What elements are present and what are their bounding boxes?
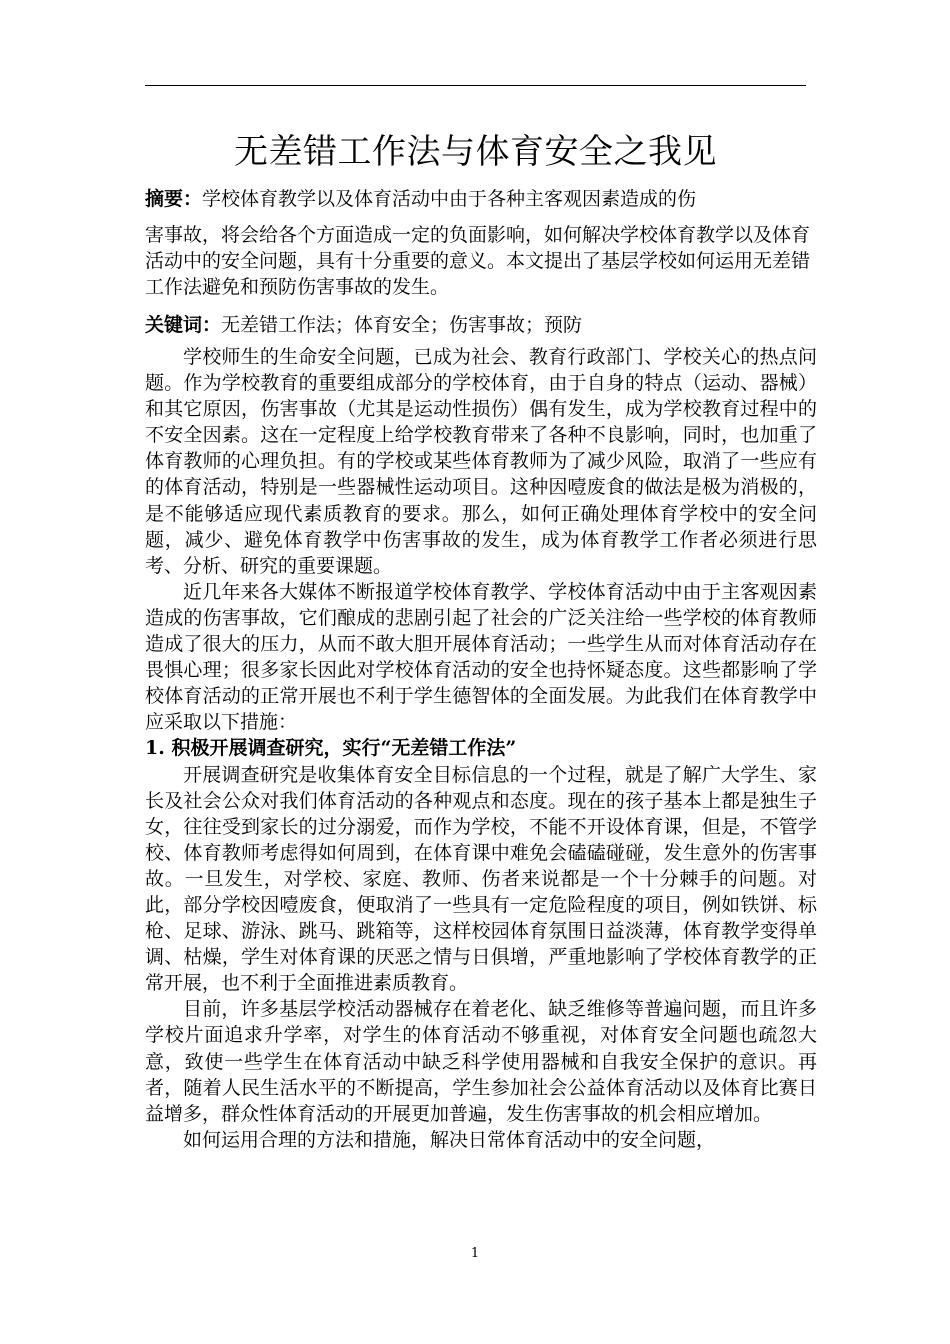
keywords bbox=[145, 312, 817, 338]
keywords-text: 无差错工作法；体育安全；伤害事故；预防 bbox=[221, 314, 583, 336]
abstract-first-line bbox=[145, 186, 817, 222]
main-body bbox=[145, 344, 817, 1153]
header-rule bbox=[145, 85, 806, 86]
abstract-label: 摘要： bbox=[145, 188, 203, 210]
paragraph-current-issues: 目前，许多基层学校活动器械存在着老化、缺乏维修等普遍问题，而且许多学校片面追求升学率，对学生的体育活动不够重视，对体育安全问题也疏忽大意，致使一些学生在体育活动中缺乏科学使用器械和自我安全保护的意识。再者，随着人民生活水平的不断提高，学生参加社会公益体育活动以及体育比赛日益增多，群众性体育活动的开展更加普遍，发生伤害事故的机会相应增加。 bbox=[145, 998, 817, 1125]
page-number: 1 bbox=[470, 1246, 480, 1261]
keywords-label: 关键词： bbox=[145, 314, 222, 336]
abstract bbox=[145, 186, 817, 301]
paragraph-methods: 如何运用合理的方法和措施，解决日常体育活动中的安全问题， bbox=[183, 1128, 716, 1151]
paragraph-media-reports: 近几年来各大媒体不断报道学校体育教学、学校体育活动中由于主客观因素造成的伤害事故，它们酿成的悲剧引起了社会的广泛关注给一些学校的体育教师造成了很大的压力，从而不敢大胆开展体育活动；一些学生从而对体育活动存在畏惧心理；很多家长因此对学校体育活动的安全也持怀疑态度。这些都影响了学校体育活动的正常开展也不利于学生德智体的全面发展。为此我们在体育教学中应采取以下措施： bbox=[145, 580, 817, 734]
abstract-body-text: 害事故，将会给各个方面造成一定的负面影响，如何解决学校体育教学以及体育活动中的安全问题，具有十分重要的意义。本文提出了基层学校如何运用无差错工作法避免和预防伤害事故的发生。 bbox=[145, 224, 811, 299]
document-title: 无差错工作法与体育安全之我见 bbox=[234, 132, 717, 172]
paragraph-intro: 学校师生的生命安全问题，已成为社会、教育行政部门、学校关心的热点问题。作为学校教育的重要组成部分的学校体育，由于自身的特点（运动、器械）和其它原因，伤害事故（尤其是运动性损伤）偶有发生，成为学校教育过程中的不安全因素。这在一定程度上给学校教育带来了各种不良影响，同时，也加重了体育教师的心理负担。有的学校或某些体育教师为了减少风险，取消了一些应有的体育活动，特别是一些器械性运动项目。这种因噎废食的做法是极为消极的，是不能够适应现代素质教育的要求。那么，如何正确处理体育学校中的安全问题，减少、避免体育教学中伤害事故的发生，成为体育教学工作者必须进行思考、分析、研究的重要课题。 bbox=[145, 346, 817, 577]
abstract-lead-text: 学校体育教学以及体育活动中由于各种主客观因素造成的伤 bbox=[202, 188, 697, 210]
paragraph-survey: 开展调查研究是收集体育安全目标信息的一个过程，就是了解广大学生、家长及社会公众对我们体育活动的各种观点和态度。现在的孩子基本上都是独生子女，往往受到家长的过分溺爱，而作为学校，不能不开设体育课，但是，不管学校、体育教师考虑得如何周到，在体育课中难免会磕磕碰碰，发生意外的伤害事故。一旦发生，对学校、家庭、教师、伤者来说都是一个十分棘手的问题。对此，部分学校因噎废食，便取消了一些具有一定危险程度的项目，例如铁饼、标枪、足球、游泳、跳马、跳箱等，这样校园体育氛围日益淡薄，体育教学变得单调、枯燥，学生对体育课的厌恶之情与日俱增，严重地影响了学校体育教学的正常开展，也不利于全面推进素质教育。 bbox=[145, 763, 817, 995]
section-heading: 1. 积极开展调查研究，实行“无差错工作法” bbox=[145, 737, 517, 760]
